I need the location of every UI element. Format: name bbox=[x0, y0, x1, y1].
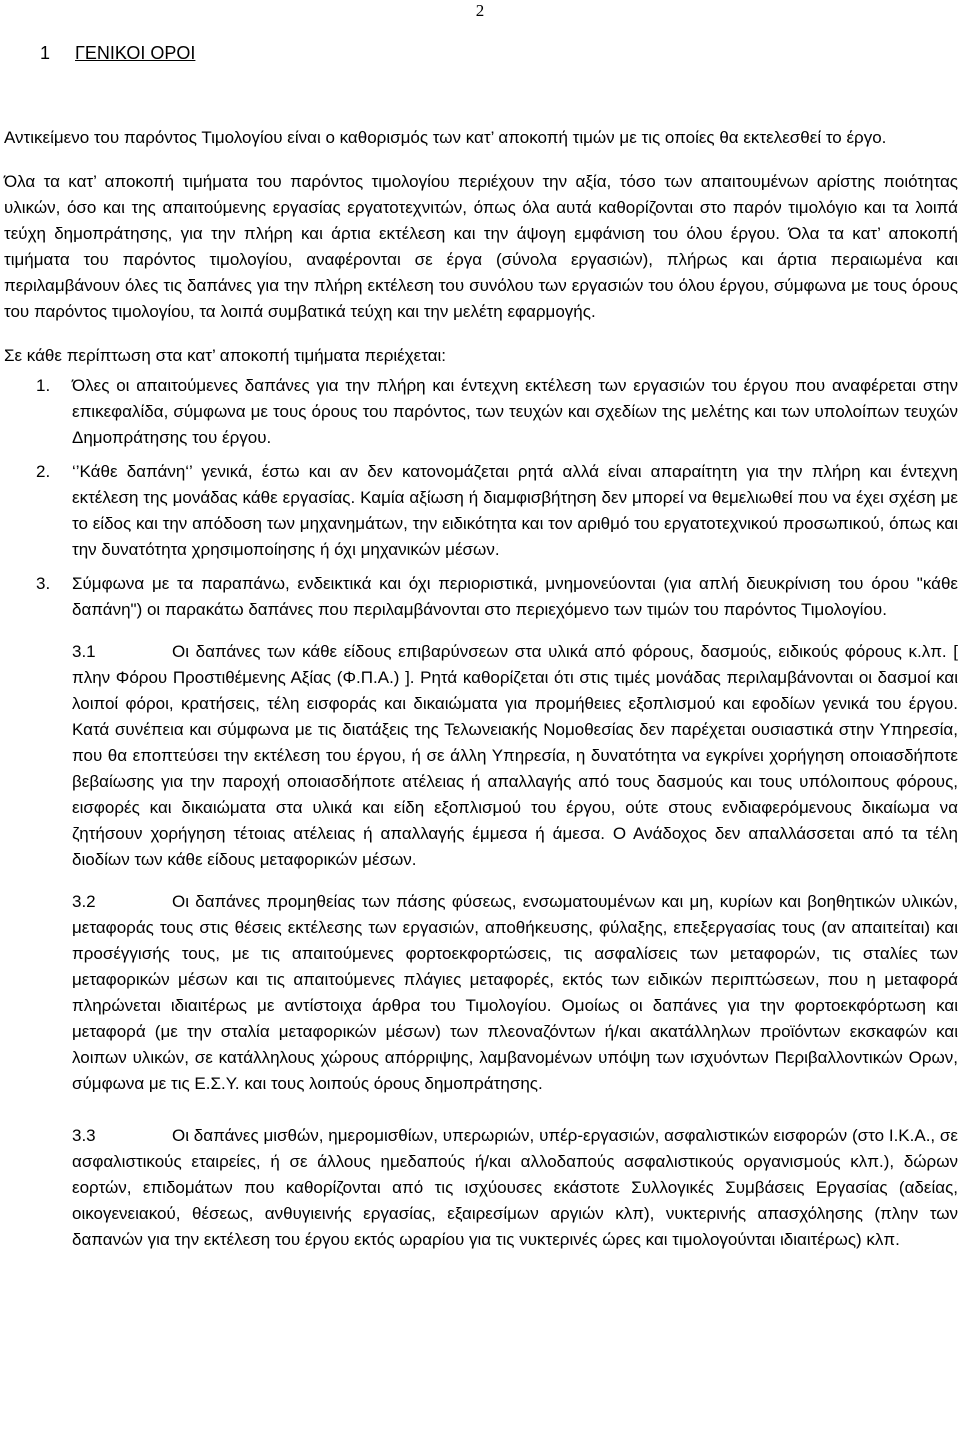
intro-paragraph: Αντικείμενο του παρόντος Τιμολογίου είναι ο καθορισμός των κατ’ αποκοπή τιμών με τις οποίες θα εκτελεσθεί το έργο. bbox=[4, 128, 887, 147]
section-heading bbox=[40, 42, 195, 64]
sub-item-body: Οι δαπάνες μισθών, ημερομισθίων, υπερωριών, υπέρ-εργασιών, ασφαλιστικών εισφορών (στο Ι.Κ.Α., σε ασφαλιστικούς εταιρείες, ή σε άλλους ημεδαπούς ή/και αλλοδαπούς ασφαλιστικούς οργανισμούς κλπ.), δώρων εορτών, επιδομάτων που καθορίζονται από τις ισχύουσες εκάστοτε Συλλογικές Συμβάσεις Εργασίας (αδείας, οικογενειακού, θέσεως, ανθυγιεινής εργασίας, εξαιρεσίμων αργιών κλπ), νυκτερινής απασχόλησης (πλην των δαπανών για την εκτέλεση του έργου εκτός ωραρίου για τις νυκτερινές ώρες και τιμολογούνται ιδιαιτέρως) κλπ. bbox=[72, 1126, 958, 1249]
sub-item-number: 3.2 bbox=[72, 892, 96, 911]
sub-item-number: 3.3 bbox=[72, 1126, 96, 1145]
sub-item-body: Οι δαπάνες των κάθε είδους επιβαρύνσεων στα υλικά από φόρους, δασμούς, ειδικούς φόρους κ.λπ. [ πλην Φόρου Προστιθέμενης Αξίας (Φ.Π.Α.) ]. Ρητά καθορίζεται ότι στις τιμές μονάδας περιλαμβάνονται οι δασμοί και λοιποί φόροι, κρατήσεις, τέλη εισφοράς και δικαιώματα για προμήθειες εξοπλισμού και εφοδίων γενικά του έργου. Κατά συνέπεια και σύμφωνα με τις διατάξεις της Τελωνειακής Νομοθεσίας δεν παρέχεται ουσιαστικά στην Υπηρεσία, που θα εποπτεύσει την εκτέλεση του έργου, ή σε άλλη Υπηρεσία, η δυνατότητα να εγκρίνει χορήγηση οποιασδήποτε βεβαίωσης για την παροχή οποιασδήποτε ατέλειας ή απαλλαγής από τους δασμούς και τους υπόλοιπους φόρους, εισφορές και δικαιώματα στα υλικά και είδη εξοπλισμού του έργου, ούτε στους ενδιαφερόμενους δικαίωμα να ζητήσουν χορήγηση τέτοιας ατέλειας ή απαλλαγής έμμεσα ή άμεσα. Ο Ανάδοχος δεν απαλλάσσεται από τα τέλη διοδίων των κάθε είδους μεταφορικών μέσων. bbox=[72, 642, 958, 869]
list-marker: 3. bbox=[36, 574, 51, 593]
list-item bbox=[4, 459, 958, 563]
list-item-text: Σύμφωνα με τα παραπάνω, ενδεικτικά και όχι περιοριστικά, μνημονεύονται (για απλή διευκρίνιση του όρου "κάθε δαπάνη") οι παρακάτω δαπάνες που περιλαμβάνονται στο περιεχόμενο των τιμών του παρόντος Τιμολογίου. bbox=[72, 574, 958, 619]
list-item-text: Όλες οι απαιτούμενες δαπάνες για την πλήρη και έντεχνη εκτέλεση των εργασιών του έργου που αναφέρεται στην επικεφαλίδα, σύμφωνα με τους όρους του παρόντος, των τευχών και σχεδίων της μελέτης και των υπολοίπων τευχών Δημοπράτησης του έργου. bbox=[72, 376, 958, 447]
list-item-text: ‘’Κάθε δαπάνη‘’ γενικά, έστω και αν δεν κατονομάζεται ρητά αλλά είναι απαραίτητη για την πλήρη και έντεχνη εκτέλεση της μονάδας κάθε εργασίας. Καμία αξίωση ή διαμφισβήτηση δεν μπορεί να θεμελιωθεί που να έχει σχέση με το είδος και την απόδοση των μηχανημάτων, την ειδικότητα και τον αριθμό του εργατοτεχνικού προσωπικού, όπως και την δυνατότητα χρησιμοποίησης ή όχι μηχανικών μέσων. bbox=[72, 462, 958, 559]
section-number: 1 bbox=[40, 43, 51, 63]
list-item bbox=[4, 373, 958, 451]
sub-item-number: 3.1 bbox=[72, 642, 96, 661]
sub-item bbox=[4, 639, 958, 873]
sub-item-text bbox=[72, 889, 958, 1097]
page-number: 2 bbox=[475, 1, 485, 20]
includes-lead-paragraph: Σε κάθε περίπτωση στα κατ’ αποκοπή τιμήματα περιέχεται: bbox=[4, 346, 447, 365]
sub-item bbox=[4, 1123, 958, 1253]
list-item bbox=[4, 571, 958, 623]
sub-item-body: Οι δαπάνες προμηθείας των πάσης φύσεως, ενσωματουμένων και μη, κυρίων και βοηθητικών υλικών, μεταφοράς τους στις θέσεις εκτέλεσης των εργασιών, αποθήκευσης, φύλαξης, επεξεργασίας τους (αν απαιτείται) και προσέγγισής τους, με τις απαιτούμενες φορτοεκφορτώσεις, τις ασφαλίσεις των μεταφορών, τις σταλίες των μεταφορικών μέσων και τις απαιτούμενες πλάγιες μεταφορές, εκτός των ειδικών περιπτώσεων, που η μεταφορά πληρώνεται ιδιαιτέρως με αντίστοιχα άρθρα του Τιμολογίου. Ομοίως οι δαπάνες για την φορτοεκφόρτωση και μεταφορά (με την σταλία μεταφορικών μέσων) των πλεοναζόντων ή/και ακατάλληλων προϊόντων εκσκαφών και λοιπων υλικών, σε κατάλληλους χώρους απόρριψης, λαμβανομένων υπόψη των ισχυόντων Περιβαλλοντικών Ορων, σύμφωνα με τις Ε.Σ.Υ. και τους λοιπούς όρους δημοπράτησης. bbox=[72, 892, 958, 1093]
sub-item-text bbox=[72, 639, 958, 873]
sub-item-text bbox=[72, 1123, 958, 1253]
list-marker: 2. bbox=[36, 462, 51, 481]
sub-item bbox=[4, 889, 958, 1097]
body-text bbox=[4, 125, 958, 1253]
list-marker: 1. bbox=[36, 376, 51, 395]
prices-paragraph: Όλα τα κατ’ αποκοπή τιμήματα του παρόντος τιμολογίου περιέχουν την αξία, τόσο των απαιτουμένων αρίστης ποιότητας υλικών, όσο και της απαιτούμενης εργασίας εργατοτεχνιτών, όπως όλα αυτά καθορίζονται στο παρόν τιμολόγιο και τα λοιπά τεύχη δημοπράτησης, για την πλήρη και άρτια εκτέλεση και την άψογη εμφάνιση του όλου έργου. Όλα τα κατ’ αποκοπή τιμήματα του παρόντος τιμολογίου, αναφέρονται σε έργα (σύνολα εργασιών), πλήρως και άρτια περαιωμένα και περιλαμβάνουν όλες τις δαπάνες για την πλήρη εκτέλεση του συνόλου των εργασιών του όλου έργου, σύμφωνα με τους όρους του παρόντος τιμολογίου, τα λοιπά συμβατικά τεύχη και την μελέτη εφαρμογής. bbox=[4, 172, 958, 321]
section-title: ΓΕΝΙΚΟΙ ΟΡΟΙ bbox=[75, 43, 196, 63]
